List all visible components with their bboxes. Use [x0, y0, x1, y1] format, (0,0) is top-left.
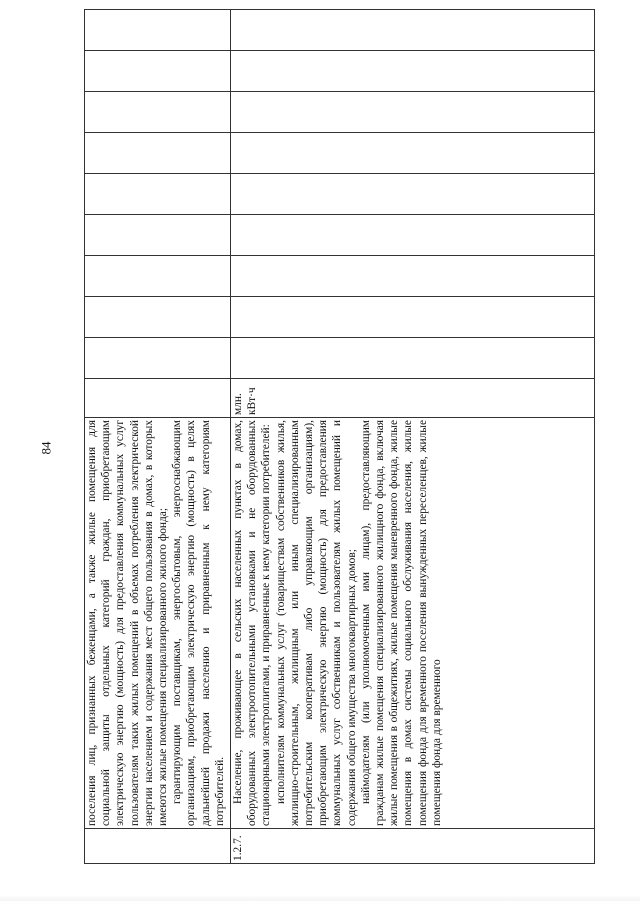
value-cell: [231, 174, 595, 215]
description-paragraph: наймодателям (или уполномоченным ими лицам), предоставляющим гражданам жилые помещения специализированного жилищного фонда, включая жилые помещения в общежитиях, жилые помещения маневренного фонда, жилые помещения в домах системы социального обслуживания населения, жилые помещения фонда для временного поселения вынужденных переселенцев, жилые помещения фонда для временного: [359, 420, 443, 826]
value-cell: [231, 338, 595, 379]
value-cell: [231, 297, 595, 338]
table-row: [85, 10, 231, 864]
value-cell: [85, 10, 231, 51]
row-description: [85, 418, 231, 829]
table-row: [231, 10, 595, 864]
value-cell: [231, 10, 595, 51]
page-number: 84: [38, 441, 54, 455]
description-paragraph: Население, проживающее в сельских населенных пунктах в домах, оборудованных электроотопительными установками и не оборудованных стационарными электроплитами, и приравненные к нему категории потребителей:: [232, 420, 273, 826]
row-description: [231, 418, 595, 829]
value-cell: [85, 174, 231, 215]
value-cell: [85, 92, 231, 133]
value-cell: [85, 297, 231, 338]
value-cell: [231, 133, 595, 174]
table-rotated-wrapper: [84, 28, 594, 864]
unit-cell: млн. кВт·ч: [231, 379, 595, 418]
unit-cell: [85, 379, 231, 418]
value-cell: [85, 256, 231, 297]
value-cell: [231, 92, 595, 133]
row-number: 1.2.7.: [231, 829, 595, 864]
description-paragraph: исполнителям коммунальных услуг (товариществам собственников жилья, жилищно-строительным, жилищным или иным специализированным потребительским кооперативам либо управляющим организациям), приобретающим электрическую энергию (мощность) для предоставления коммунальных услуг собственникам и пользователям жилых помещений и содержания общего имущества многоквартирных домов;: [274, 420, 358, 826]
value-cell: [231, 215, 595, 256]
value-cell: [85, 215, 231, 256]
value-cell: [85, 133, 231, 174]
scan-edge: [0, 895, 640, 901]
description-paragraph: гарантирующим поставщикам, энергосбытовым, энергоснабжающим организациям, приобретающим электрическую энергию (мощность) в целях дальнейшей продажи населению и приравненным к нему категориям потребителей.: [171, 420, 226, 826]
value-cell: [85, 338, 231, 379]
row-number: [85, 829, 231, 864]
value-cell: [231, 51, 595, 92]
description-paragraph: поселения лиц, признанных беженцами, а также жилые помещения для социальной защиты отдельных категорий граждан, приобретающим электрическую энергию (мощность) для предоставления коммунальных услуг пользователям таких жилых помещений в объемах потребления электрической энергии населением и содержания мест общего пользования в домах, в которых имеются жилые помещения специализированного жилого фонда;: [86, 420, 170, 826]
value-cell: [231, 256, 595, 297]
tariff-table: [84, 9, 595, 864]
value-cell: [85, 51, 231, 92]
